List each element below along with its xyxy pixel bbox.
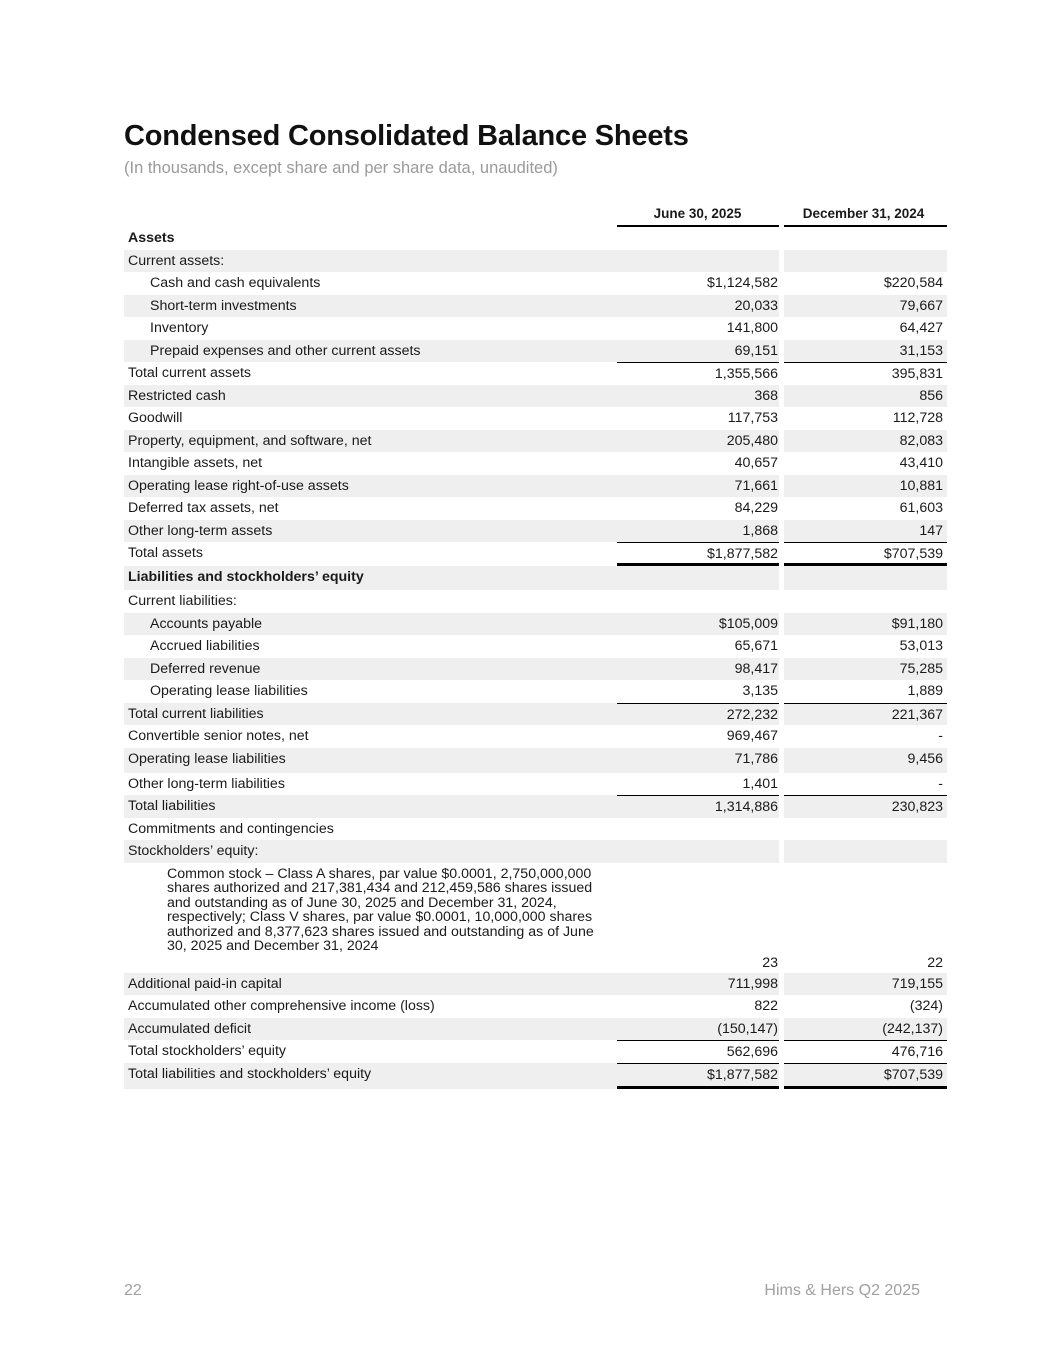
row-label: Total assets [128,545,203,561]
page-number: 22 [124,1282,142,1299]
table-row [124,452,950,475]
table-row [124,818,950,841]
row-label: Additional paid-in capital [124,973,617,996]
table-row [124,680,950,703]
row-label: Prepaid expenses and other current assets [124,340,617,363]
cell-value: 40,657 [734,455,778,471]
cell-value: 822 [754,998,778,1014]
cell-value: 272,232 [617,703,779,726]
cell-value: 205,480 [617,430,779,453]
table-row [124,840,950,863]
cell-value: 75,285 [784,658,947,681]
table-row [124,590,950,613]
cell-value: (324) [909,998,943,1014]
row-label: Restricted cash [124,385,617,408]
row-label: Current liabilities: [128,593,237,609]
cell-value: 10,881 [784,475,947,498]
table-row [124,703,950,726]
table-row [124,227,950,250]
cell-value: - [938,728,943,744]
page-title: Condensed Consolidated Balance Sheets [124,120,689,152]
table-header-row [124,203,950,227]
table-row [124,317,950,340]
row-label: Convertible senior notes, net [128,728,309,744]
cell-value: 1,889 [907,683,943,699]
row-label: Total current liabilities [124,703,617,726]
table-row [124,385,950,408]
cell-value: 1,868 [617,520,779,543]
cell-value: 395,831 [784,362,947,385]
cell-value: $220,584 [883,275,943,291]
row-label: Accounts payable [124,613,617,636]
row-label: Property, equipment, and software, net [124,430,617,453]
row-label: Inventory [150,320,209,336]
cell-value: 20,033 [617,295,779,318]
footer-company: Hims & Hers Q2 2025 [764,1282,920,1299]
table-row [124,1040,950,1063]
cell-value: $1,877,582 [617,1063,779,1089]
table-row [124,613,950,636]
table-row [124,295,950,318]
cell-value: 476,716 [784,1040,947,1063]
row-label: Current assets: [124,250,617,273]
row-label: Accumulated other comprehensive income (loss) [128,998,435,1014]
table-row [124,340,950,363]
row-label: Accrued liabilities [150,638,260,654]
cell-value: 711,998 [617,973,779,996]
cell-value: $1,124,582 [706,275,778,291]
cell-value [617,250,779,273]
table-row [124,1018,950,1041]
row-label: Short-term investments [124,295,617,318]
table-row [124,362,950,385]
row-label: Deferred tax assets, net [128,500,279,516]
row-label: Other long-term assets [124,520,617,543]
cell-value: $1,877,582 [617,542,779,566]
table-row [124,1063,950,1089]
cell-value: $707,539 [784,1063,947,1089]
cell-value: (242,137) [784,1018,947,1041]
balance-sheet-table [124,203,950,1089]
row-label: Common stock – Class A shares, par value $0.0001, 2,750,000,000 shares authorized and 217,381,434 and 212,459,586 shares issued and outstanding as of June 30, 2025 and December 31, 2024, respectively; Class V shares, par value $0.0001, 10,000,000 shares authorized and 8,377,623 shares issued and outstanding as of June 30, 2025 and December 31, 2024 [167,865,594,954]
table-row [124,407,950,430]
cell-value: 719,155 [784,973,947,996]
cell-value [617,566,779,590]
row-label: Deferred revenue [124,658,617,681]
table-row [124,430,950,453]
table-row [124,272,950,295]
cell-value: $91,180 [784,613,947,636]
cell-value: 230,823 [784,795,947,818]
cell-value: 43,410 [899,455,943,471]
table-row [124,773,950,796]
table-row [124,973,950,996]
cell-value: 141,800 [726,320,778,336]
table-row [124,795,950,818]
column-header: December 31, 2024 [784,203,947,227]
row-label: Operating lease liabilities [150,683,308,699]
table-row [124,658,950,681]
cell-value: 368 [617,385,779,408]
table-row [124,520,950,543]
row-label: Operating lease right-of-use assets [124,475,617,498]
cell-value: 71,661 [617,475,779,498]
cell-value: 23 [762,954,778,971]
table-row [124,542,950,566]
cell-value: 1,355,566 [617,362,779,385]
row-label: Assets [128,230,175,246]
cell-value: 65,671 [734,638,778,654]
cell-value: 61,603 [899,500,943,516]
cell-value: 856 [784,385,947,408]
row-label: Commitments and contingencies [128,820,334,837]
cell-value [784,840,947,863]
cell-value: 98,417 [617,658,779,681]
cell-value: 64,427 [899,320,943,336]
cell-value: 117,753 [727,410,778,426]
row-label: Total stockholders’ equity [128,1043,286,1059]
row-label: Total liabilities [124,795,617,818]
row-label: Liabilities and stockholders’ equity [124,566,617,590]
column-header: June 30, 2025 [617,203,779,227]
table-row [124,995,950,1018]
cell-value [617,840,779,863]
cell-value: 69,151 [617,340,779,363]
row-label: Accumulated deficit [124,1018,617,1041]
cell-value: 82,083 [784,430,947,453]
cell-value: 22 [927,954,943,971]
table-row [124,725,950,748]
cell-value: - [938,775,943,792]
table-row [124,748,950,773]
cell-value: 84,229 [734,500,778,516]
page-subtitle: (In thousands, except share and per share data, unaudited) [124,159,558,177]
cell-value [784,250,947,273]
cell-value: 147 [784,520,947,543]
cell-value: 3,135 [742,683,778,699]
cell-value: 9,456 [784,748,947,773]
table-row [124,250,950,273]
table-row [124,566,950,590]
cell-value: 79,667 [784,295,947,318]
row-label: Total current assets [128,365,252,381]
row-label: Intangible assets, net [128,455,263,471]
cell-value [784,566,947,590]
cell-value: 53,013 [899,638,943,654]
cell-value: $707,539 [784,542,947,566]
cell-value: (150,147) [617,1018,779,1041]
cell-value: 71,786 [617,748,779,773]
cell-value: 969,467 [726,728,778,744]
row-label: Operating lease liabilities [124,748,617,773]
row-label: Stockholders’ equity: [124,840,617,863]
table-row [124,863,950,973]
table-row [124,635,950,658]
table-row [124,497,950,520]
cell-value: 31,153 [784,340,947,363]
row-label: Other long-term liabilities [128,775,285,792]
cell-value: $105,009 [617,613,779,636]
cell-value: 221,367 [784,703,947,726]
row-label: Goodwill [128,410,183,426]
row-label: Total liabilities and stockholders’ equity [124,1063,617,1089]
cell-value: 1,314,886 [617,795,779,818]
table-row [124,475,950,498]
row-label: Cash and cash equivalents [150,275,321,291]
cell-value: 562,696 [617,1040,779,1063]
cell-value: 1,401 [742,775,778,792]
cell-value: 112,728 [892,410,943,426]
